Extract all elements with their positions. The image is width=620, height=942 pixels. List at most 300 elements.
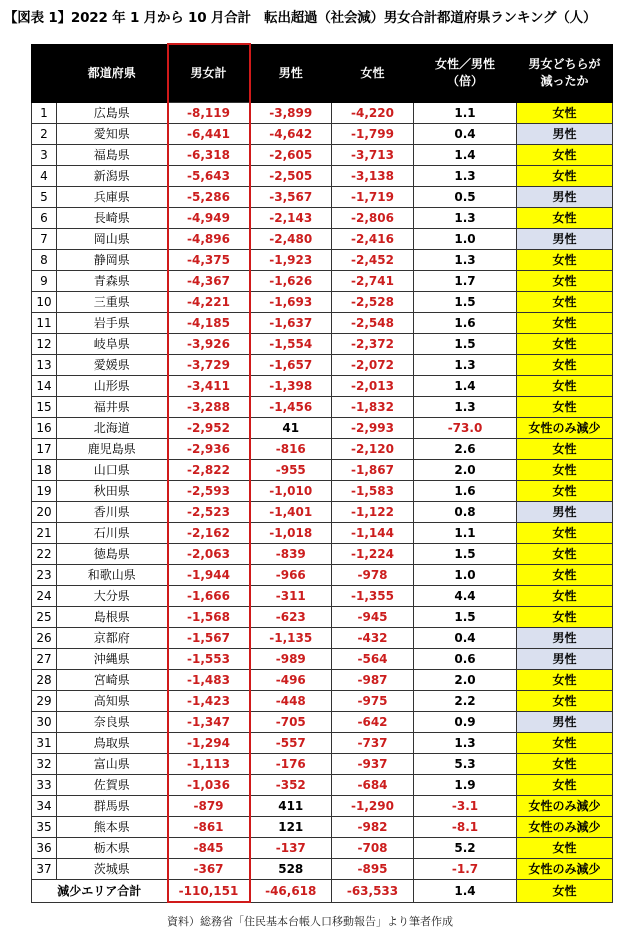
which-cell: 女性 xyxy=(517,376,613,397)
rank-cell: 7 xyxy=(32,229,57,250)
male-cell: -176 xyxy=(250,754,332,775)
male-cell: -2,143 xyxy=(250,208,332,229)
rank-cell: 16 xyxy=(32,418,57,439)
header-which: 男女どちらが 減ったか xyxy=(517,44,613,103)
ratio-cell: 1.5 xyxy=(414,292,517,313)
rank-cell: 22 xyxy=(32,544,57,565)
total-label-cell: 減少エリア合計 xyxy=(32,880,168,903)
total-cell: -1,294 xyxy=(168,733,250,754)
total-ratio-cell: 1.4 xyxy=(414,880,517,903)
which-cell: 女性 xyxy=(517,775,613,796)
ratio-cell: 1.3 xyxy=(414,397,517,418)
which-cell: 女性 xyxy=(517,481,613,502)
male-cell: -1,693 xyxy=(250,292,332,313)
rank-cell: 31 xyxy=(32,733,57,754)
female-cell: -1,355 xyxy=(332,586,414,607)
header-rank xyxy=(32,44,57,103)
male-cell: -955 xyxy=(250,460,332,481)
ratio-cell: 1.5 xyxy=(414,334,517,355)
ratio-cell: 2.0 xyxy=(414,460,517,481)
table-row xyxy=(32,775,613,796)
total-cell: -1,036 xyxy=(168,775,250,796)
rank-cell: 6 xyxy=(32,208,57,229)
total-cell: -5,286 xyxy=(168,187,250,208)
male-cell: -448 xyxy=(250,691,332,712)
figure-title: 【図表 1】2022 年 1 月から 10 月合計 転出超過（社会減）男女合計都道府県ランキング（人） xyxy=(4,10,597,26)
female-cell: -2,072 xyxy=(332,355,414,376)
male-cell: -816 xyxy=(250,439,332,460)
ratio-cell: 0.4 xyxy=(414,124,517,145)
which-cell: 女性 xyxy=(517,271,613,292)
male-cell: -2,505 xyxy=(250,166,332,187)
rank-cell: 23 xyxy=(32,565,57,586)
total-cell: -845 xyxy=(168,838,250,859)
female-cell: -564 xyxy=(332,649,414,670)
male-cell: -1,135 xyxy=(250,628,332,649)
male-cell: -2,605 xyxy=(250,145,332,166)
male-cell: -1,626 xyxy=(250,271,332,292)
total-cell: -3,288 xyxy=(168,397,250,418)
table-row xyxy=(32,607,613,628)
ratio-cell: 1.1 xyxy=(414,523,517,544)
table-row xyxy=(32,670,613,691)
total-cell: -1,567 xyxy=(168,628,250,649)
table-row xyxy=(32,544,613,565)
rank-cell: 2 xyxy=(32,124,57,145)
table-row xyxy=(32,460,613,481)
table-row xyxy=(32,649,613,670)
which-cell: 女性 xyxy=(517,166,613,187)
ratio-cell: 1.0 xyxy=(414,229,517,250)
female-cell: -978 xyxy=(332,565,414,586)
table-row xyxy=(32,817,613,838)
which-cell: 女性のみ減少 xyxy=(517,859,613,880)
rank-cell: 32 xyxy=(32,754,57,775)
prefecture-cell: 福井県 xyxy=(57,397,168,418)
ratio-cell: 5.3 xyxy=(414,754,517,775)
which-cell: 女性 xyxy=(517,754,613,775)
female-cell: -2,120 xyxy=(332,439,414,460)
female-cell: -2,416 xyxy=(332,229,414,250)
ratio-cell: 4.4 xyxy=(414,586,517,607)
total-cell: -4,367 xyxy=(168,271,250,292)
which-cell: 女性のみ減少 xyxy=(517,418,613,439)
rank-cell: 20 xyxy=(32,502,57,523)
table-row xyxy=(32,838,613,859)
ratio-cell: 1.4 xyxy=(414,145,517,166)
table-row xyxy=(32,292,613,313)
prefecture-cell: 鳥取県 xyxy=(57,733,168,754)
total-total-cell: -110,151 xyxy=(168,880,250,903)
table-row xyxy=(32,271,613,292)
total-which-cell: 女性 xyxy=(517,880,613,903)
rank-cell: 36 xyxy=(32,838,57,859)
which-cell: 男性 xyxy=(517,628,613,649)
which-cell: 女性 xyxy=(517,691,613,712)
which-cell: 男性 xyxy=(517,502,613,523)
prefecture-cell: 愛知県 xyxy=(57,124,168,145)
rank-cell: 28 xyxy=(32,670,57,691)
which-cell: 女性 xyxy=(517,292,613,313)
female-cell: -2,993 xyxy=(332,418,414,439)
which-cell: 女性 xyxy=(517,208,613,229)
female-cell: -737 xyxy=(332,733,414,754)
prefecture-cell: 奈良県 xyxy=(57,712,168,733)
rank-cell: 9 xyxy=(32,271,57,292)
male-cell: -3,899 xyxy=(250,103,332,124)
rank-cell: 1 xyxy=(32,103,57,124)
prefecture-cell: 北海道 xyxy=(57,418,168,439)
ratio-cell: 0.9 xyxy=(414,712,517,733)
table-row xyxy=(32,712,613,733)
female-cell: -1,144 xyxy=(332,523,414,544)
header-total: 男女計 xyxy=(168,44,250,103)
rank-cell: 19 xyxy=(32,481,57,502)
table-row xyxy=(32,187,613,208)
table-row xyxy=(32,754,613,775)
ratio-cell: 1.7 xyxy=(414,271,517,292)
prefecture-cell: 大分県 xyxy=(57,586,168,607)
rank-cell: 35 xyxy=(32,817,57,838)
female-cell: -1,224 xyxy=(332,544,414,565)
total-cell: -4,185 xyxy=(168,313,250,334)
total-cell: -2,936 xyxy=(168,439,250,460)
which-cell: 女性 xyxy=(517,439,613,460)
ratio-cell: 1.5 xyxy=(414,607,517,628)
ratio-cell: -8.1 xyxy=(414,817,517,838)
male-cell: -966 xyxy=(250,565,332,586)
female-cell: -945 xyxy=(332,607,414,628)
total-cell: -4,375 xyxy=(168,250,250,271)
table-row xyxy=(32,565,613,586)
table-row xyxy=(32,481,613,502)
prefecture-cell: 鹿児島県 xyxy=(57,439,168,460)
prefecture-cell: 三重県 xyxy=(57,292,168,313)
male-cell: -1,398 xyxy=(250,376,332,397)
table-row xyxy=(32,502,613,523)
prefecture-cell: 徳島県 xyxy=(57,544,168,565)
female-cell: -1,719 xyxy=(332,187,414,208)
table-row xyxy=(32,355,613,376)
ratio-cell: 0.5 xyxy=(414,187,517,208)
male-cell: -1,010 xyxy=(250,481,332,502)
prefecture-cell: 沖縄県 xyxy=(57,649,168,670)
rank-cell: 24 xyxy=(32,586,57,607)
ratio-cell: 0.4 xyxy=(414,628,517,649)
female-cell: -3,138 xyxy=(332,166,414,187)
rank-cell: 15 xyxy=(32,397,57,418)
prefecture-cell: 福島県 xyxy=(57,145,168,166)
table-row xyxy=(32,628,613,649)
male-cell: -352 xyxy=(250,775,332,796)
prefecture-cell: 山形県 xyxy=(57,376,168,397)
table-row xyxy=(32,397,613,418)
female-cell: -1,290 xyxy=(332,796,414,817)
which-cell: 女性 xyxy=(517,250,613,271)
which-cell: 女性 xyxy=(517,334,613,355)
total-cell: -4,949 xyxy=(168,208,250,229)
total-cell: -1,347 xyxy=(168,712,250,733)
female-cell: -1,867 xyxy=(332,460,414,481)
table-row xyxy=(32,523,613,544)
male-cell: -623 xyxy=(250,607,332,628)
prefecture-cell: 高知県 xyxy=(57,691,168,712)
total-cell: -1,483 xyxy=(168,670,250,691)
prefecture-cell: 岐阜県 xyxy=(57,334,168,355)
prefecture-cell: 島根県 xyxy=(57,607,168,628)
ratio-cell: 1.5 xyxy=(414,544,517,565)
male-cell: -1,657 xyxy=(250,355,332,376)
female-cell: -895 xyxy=(332,859,414,880)
female-cell: -708 xyxy=(332,838,414,859)
prefecture-cell: 栃木県 xyxy=(57,838,168,859)
rank-cell: 21 xyxy=(32,523,57,544)
ratio-cell: 1.9 xyxy=(414,775,517,796)
female-cell: -982 xyxy=(332,817,414,838)
rank-cell: 14 xyxy=(32,376,57,397)
table-row xyxy=(32,124,613,145)
total-cell: -861 xyxy=(168,817,250,838)
which-cell: 男性 xyxy=(517,229,613,250)
male-cell: -2,480 xyxy=(250,229,332,250)
total-cell: -367 xyxy=(168,859,250,880)
total-cell: -4,221 xyxy=(168,292,250,313)
female-cell: -987 xyxy=(332,670,414,691)
total-cell: -2,063 xyxy=(168,544,250,565)
total-cell: -6,318 xyxy=(168,145,250,166)
female-cell: -2,806 xyxy=(332,208,414,229)
total-cell: -879 xyxy=(168,796,250,817)
female-cell: -2,528 xyxy=(332,292,414,313)
which-cell: 女性 xyxy=(517,355,613,376)
table-row xyxy=(32,145,613,166)
female-cell: -2,741 xyxy=(332,271,414,292)
rank-cell: 17 xyxy=(32,439,57,460)
female-cell: -1,832 xyxy=(332,397,414,418)
rank-cell: 26 xyxy=(32,628,57,649)
total-cell: -1,423 xyxy=(168,691,250,712)
table-row xyxy=(32,208,613,229)
male-cell: 528 xyxy=(250,859,332,880)
male-cell: 121 xyxy=(250,817,332,838)
female-cell: -2,548 xyxy=(332,313,414,334)
which-cell: 女性 xyxy=(517,586,613,607)
total-female-cell: -63,533 xyxy=(332,880,414,903)
female-cell: -937 xyxy=(332,754,414,775)
ratio-cell: 2.2 xyxy=(414,691,517,712)
total-cell: -6,441 xyxy=(168,124,250,145)
table-header-row xyxy=(32,44,613,103)
male-cell: -137 xyxy=(250,838,332,859)
female-cell: -3,713 xyxy=(332,145,414,166)
which-cell: 女性 xyxy=(517,838,613,859)
which-cell: 女性 xyxy=(517,544,613,565)
prefecture-cell: 岩手県 xyxy=(57,313,168,334)
total-cell: -1,666 xyxy=(168,586,250,607)
female-cell: -2,372 xyxy=(332,334,414,355)
rank-cell: 5 xyxy=(32,187,57,208)
total-cell: -4,896 xyxy=(168,229,250,250)
which-cell: 男性 xyxy=(517,187,613,208)
header-female: 女性 xyxy=(332,44,414,103)
female-cell: -975 xyxy=(332,691,414,712)
rank-cell: 29 xyxy=(32,691,57,712)
female-cell: -684 xyxy=(332,775,414,796)
table-row xyxy=(32,376,613,397)
table-row xyxy=(32,796,613,817)
ratio-cell: 1.3 xyxy=(414,208,517,229)
ratio-cell: 1.3 xyxy=(414,250,517,271)
ratio-cell: 5.2 xyxy=(414,838,517,859)
female-cell: -1,799 xyxy=(332,124,414,145)
ratio-cell: 1.1 xyxy=(414,103,517,124)
ratio-cell: 1.3 xyxy=(414,733,517,754)
male-cell: 41 xyxy=(250,418,332,439)
total-cell: -8,119 xyxy=(168,103,250,124)
male-cell: -1,456 xyxy=(250,397,332,418)
table-row xyxy=(32,334,613,355)
which-cell: 女性 xyxy=(517,103,613,124)
total-cell: -2,593 xyxy=(168,481,250,502)
female-cell: -2,452 xyxy=(332,250,414,271)
male-cell: -1,401 xyxy=(250,502,332,523)
prefecture-cell: 広島県 xyxy=(57,103,168,124)
table-row xyxy=(32,418,613,439)
total-cell: -1,568 xyxy=(168,607,250,628)
ratio-cell: 2.0 xyxy=(414,670,517,691)
which-cell: 女性 xyxy=(517,670,613,691)
prefecture-cell: 静岡県 xyxy=(57,250,168,271)
female-cell: -1,583 xyxy=(332,481,414,502)
total-row xyxy=(32,880,613,903)
ranking-table-wrap xyxy=(31,43,613,903)
male-cell: -557 xyxy=(250,733,332,754)
which-cell: 女性 xyxy=(517,313,613,334)
prefecture-cell: 長崎県 xyxy=(57,208,168,229)
prefecture-cell: 青森県 xyxy=(57,271,168,292)
female-cell: -4,220 xyxy=(332,103,414,124)
female-cell: -1,122 xyxy=(332,502,414,523)
female-cell: -432 xyxy=(332,628,414,649)
total-cell: -5,643 xyxy=(168,166,250,187)
total-cell: -1,113 xyxy=(168,754,250,775)
table-row xyxy=(32,229,613,250)
ratio-cell: -1.7 xyxy=(414,859,517,880)
ratio-cell: 0.8 xyxy=(414,502,517,523)
male-cell: -989 xyxy=(250,649,332,670)
rank-cell: 10 xyxy=(32,292,57,313)
male-cell: -496 xyxy=(250,670,332,691)
total-cell: -1,944 xyxy=(168,565,250,586)
which-cell: 女性のみ減少 xyxy=(517,817,613,838)
table-row xyxy=(32,313,613,334)
total-cell: -3,411 xyxy=(168,376,250,397)
rank-cell: 8 xyxy=(32,250,57,271)
table-row xyxy=(32,859,613,880)
rank-cell: 4 xyxy=(32,166,57,187)
table-row xyxy=(32,439,613,460)
male-cell: -705 xyxy=(250,712,332,733)
ratio-cell: 1.6 xyxy=(414,313,517,334)
male-cell: -1,923 xyxy=(250,250,332,271)
male-cell: -1,637 xyxy=(250,313,332,334)
rank-cell: 12 xyxy=(32,334,57,355)
prefecture-cell: 茨城県 xyxy=(57,859,168,880)
prefecture-cell: 兵庫県 xyxy=(57,187,168,208)
male-cell: -1,018 xyxy=(250,523,332,544)
prefecture-cell: 香川県 xyxy=(57,502,168,523)
rank-cell: 13 xyxy=(32,355,57,376)
prefecture-cell: 新潟県 xyxy=(57,166,168,187)
prefecture-cell: 岡山県 xyxy=(57,229,168,250)
which-cell: 女性 xyxy=(517,460,613,481)
ratio-cell: 0.6 xyxy=(414,649,517,670)
rank-cell: 30 xyxy=(32,712,57,733)
male-cell: -311 xyxy=(250,586,332,607)
ratio-cell: 1.3 xyxy=(414,355,517,376)
header-ratio: 女性／男性 （倍） xyxy=(414,44,517,103)
prefecture-cell: 群馬県 xyxy=(57,796,168,817)
prefecture-cell: 熊本県 xyxy=(57,817,168,838)
prefecture-cell: 愛媛県 xyxy=(57,355,168,376)
prefecture-cell: 佐賀県 xyxy=(57,775,168,796)
ratio-cell: 1.4 xyxy=(414,376,517,397)
female-cell: -2,013 xyxy=(332,376,414,397)
rank-cell: 18 xyxy=(32,460,57,481)
male-cell: -839 xyxy=(250,544,332,565)
prefecture-cell: 山口県 xyxy=(57,460,168,481)
ranking-table xyxy=(31,43,613,903)
prefecture-cell: 宮崎県 xyxy=(57,670,168,691)
rank-cell: 11 xyxy=(32,313,57,334)
table-body xyxy=(32,103,613,903)
which-cell: 女性 xyxy=(517,145,613,166)
table-row xyxy=(32,586,613,607)
total-cell: -2,162 xyxy=(168,523,250,544)
total-cell: -2,952 xyxy=(168,418,250,439)
rank-cell: 34 xyxy=(32,796,57,817)
prefecture-cell: 秋田県 xyxy=(57,481,168,502)
which-cell: 男性 xyxy=(517,649,613,670)
ratio-cell: 1.0 xyxy=(414,565,517,586)
ratio-cell: -73.0 xyxy=(414,418,517,439)
header-prefecture: 都道府県 xyxy=(57,44,168,103)
total-cell: -3,926 xyxy=(168,334,250,355)
which-cell: 女性 xyxy=(517,733,613,754)
prefecture-cell: 富山県 xyxy=(57,754,168,775)
which-cell: 男性 xyxy=(517,712,613,733)
male-cell: -3,567 xyxy=(250,187,332,208)
rank-cell: 27 xyxy=(32,649,57,670)
total-cell: -3,729 xyxy=(168,355,250,376)
table-row xyxy=(32,250,613,271)
rank-cell: 33 xyxy=(32,775,57,796)
total-cell: -1,553 xyxy=(168,649,250,670)
male-cell: 411 xyxy=(250,796,332,817)
which-cell: 女性のみ減少 xyxy=(517,796,613,817)
table-row xyxy=(32,691,613,712)
table-row xyxy=(32,103,613,124)
header-male: 男性 xyxy=(250,44,332,103)
prefecture-cell: 石川県 xyxy=(57,523,168,544)
male-cell: -4,642 xyxy=(250,124,332,145)
rank-cell: 3 xyxy=(32,145,57,166)
which-cell: 女性 xyxy=(517,607,613,628)
rank-cell: 25 xyxy=(32,607,57,628)
which-cell: 女性 xyxy=(517,397,613,418)
total-cell: -2,822 xyxy=(168,460,250,481)
which-cell: 女性 xyxy=(517,523,613,544)
